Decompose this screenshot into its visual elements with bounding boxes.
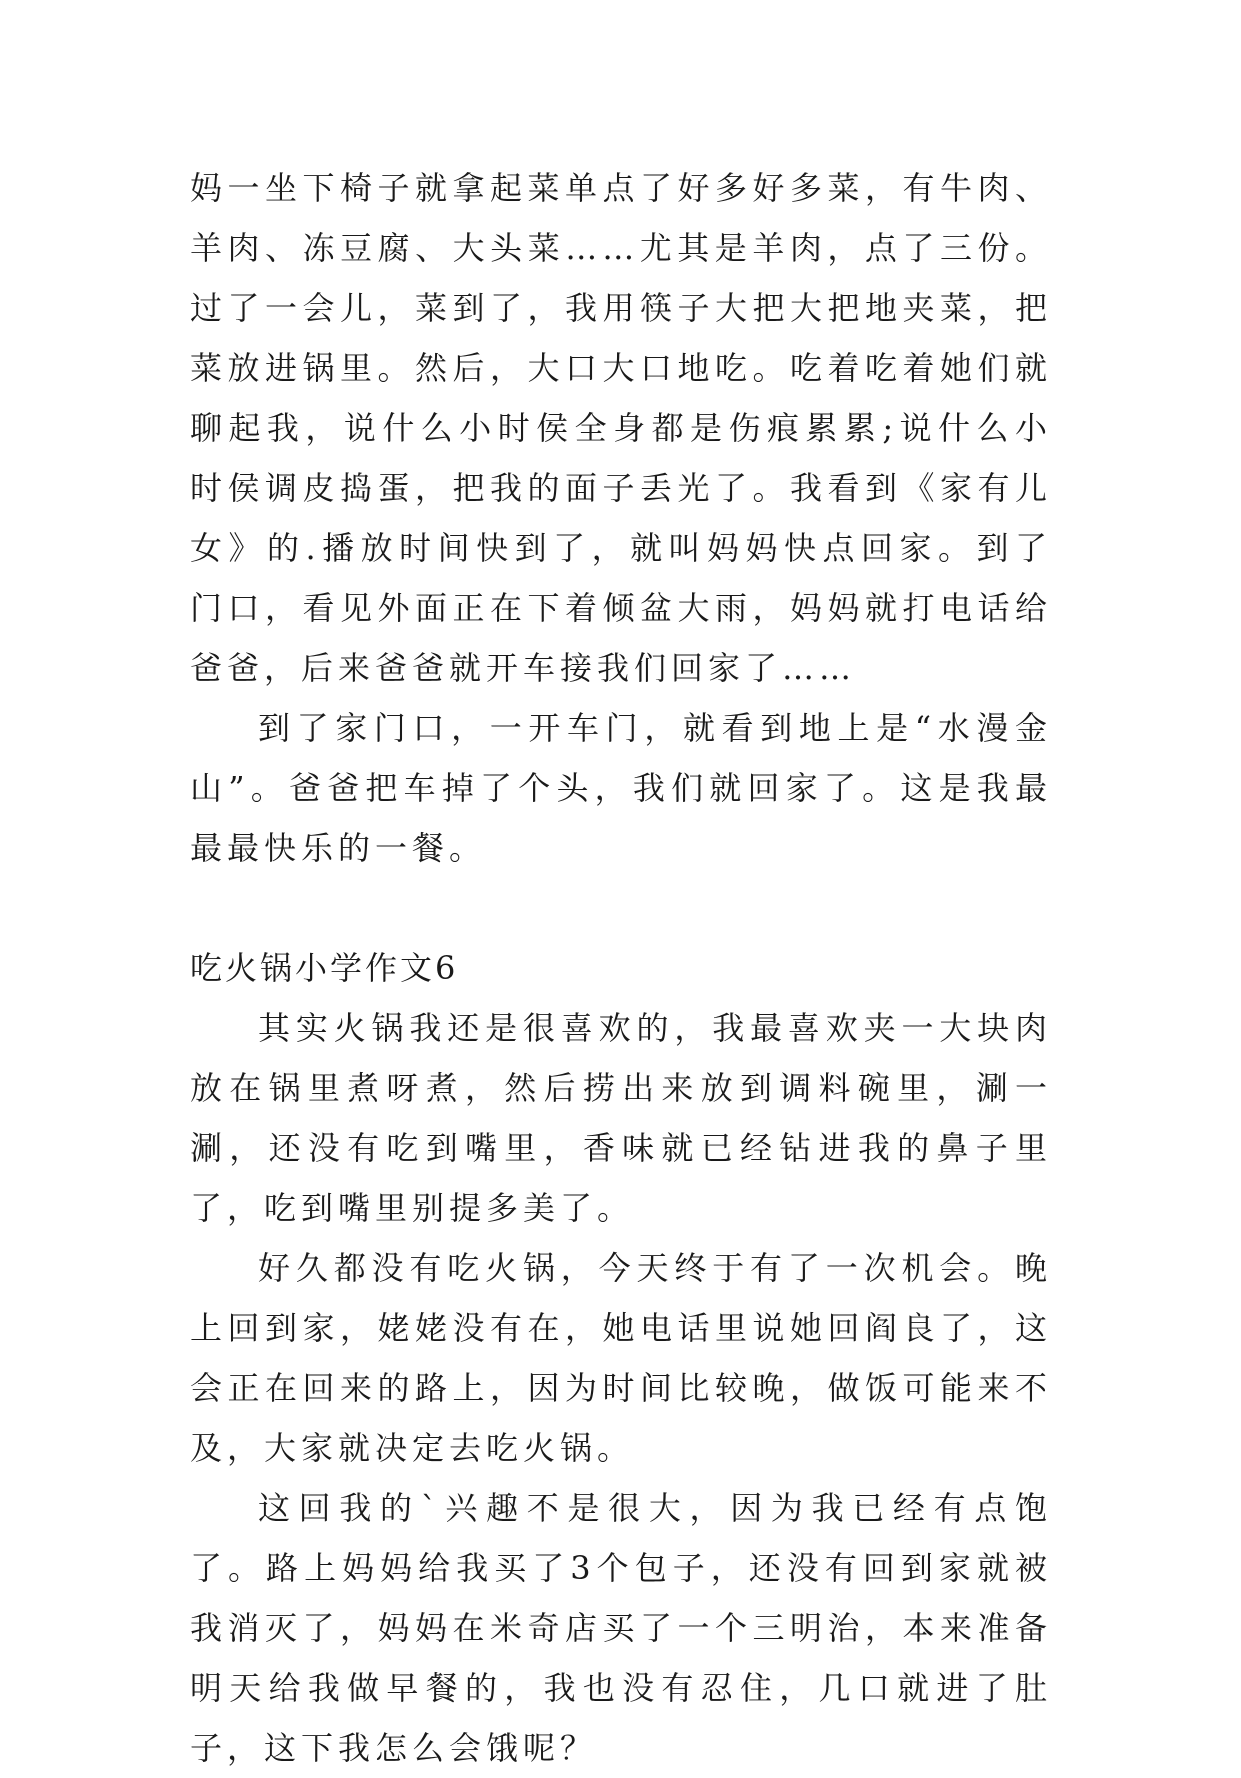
paragraph: 其实火锅我还是很喜欢的，我最喜欢夹一大块肉放在锅里煮呀煮，然后捞出来放到调料碗里，涮一涮，还没有吃到嘴里，香味就已经钻进我的鼻子里了，吃到嘴里别提多美了。 — [190, 1009, 1052, 1227]
paragraph: 到了家门口，一开车门，就看到地上是“水漫金山”。爸爸把车掉了个头，我们就回家了。这是我最最最快乐的一餐。 — [190, 709, 1052, 867]
paragraph-continuation: 妈一坐下椅子就拿起菜单点了好多好多菜，有牛肉、羊肉、冻豆腐、大头菜……尤其是羊肉，点了三份。过了一会儿，菜到了，我用筷子大把大把地夹菜，把菜放进锅里。然后，大口大口地吃。吃着吃着她们就聊起我，说什么小时侯全身都是伤痕累累;说什么小时侯调皮捣蛋，把我的面子丢光了。我看到《家有儿女》的.播放时间快到了，就叫妈妈快点回家。到了门口，看见外面正在下着倾盆大雨，妈妈就打电话给爸爸，后来爸爸就开车接我们回家了…… — [190, 169, 1052, 687]
section-gap — [190, 878, 1052, 938]
section-title: 吃火锅小学作文6 — [190, 949, 459, 987]
document-body — [190, 158, 1052, 1778]
paragraph: 好久都没有吃火锅，今天终于有了一次机会。晚上回到家，姥姥没有在，她电话里说她回阎良了，这会正在回来的路上，因为时间比较晚，做饭可能来不及，大家就决定去吃火锅。 — [190, 1249, 1052, 1467]
paragraph: 这回我的`兴趣不是很大，因为我已经有点饱了。路上妈妈给我买了3个包子，还没有回到家就被我消灭了，妈妈在米奇店买了一个三明治，本来准备明天给我做早餐的，我也没有忍住，几口就进了肚子，这下我怎么会饿呢？ — [190, 1489, 1052, 1767]
